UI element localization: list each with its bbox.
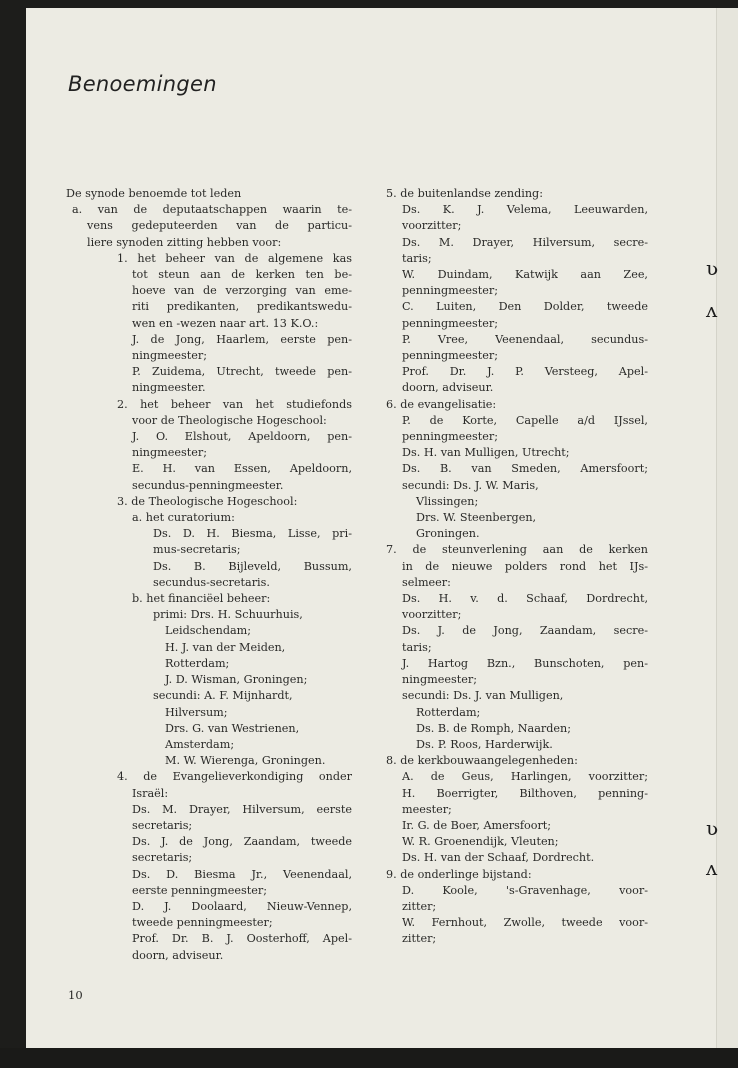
page-title: Benoemingen xyxy=(68,72,217,96)
text-line: Ds. K. J. Velema, Leeuwarden, xyxy=(402,203,648,217)
text-line: in de nieuwe polders rond het IJs- xyxy=(402,559,648,573)
text-line: Ds. P. Roos, Harderwijk. xyxy=(416,737,553,751)
text-line: ningmeester; xyxy=(132,446,207,460)
text-line: wen en -wezen naar art. 13 K.O.: xyxy=(132,316,319,330)
text-line: D. J. Doolaard, Nieuw-Vennep, xyxy=(132,899,352,913)
text-line: a. het curatorium: xyxy=(132,511,235,525)
right-column xyxy=(386,186,648,948)
text-line: Hilversum; xyxy=(165,705,228,719)
text-line: Israël: xyxy=(132,786,169,800)
next-page-edge xyxy=(716,8,738,1048)
text-line: P. de Korte, Capelle a/d IJssel, xyxy=(402,413,648,427)
text-line: W. R. Groenendijk, Vleuten; xyxy=(402,835,559,849)
text-line: De synode benoemde tot leden xyxy=(66,187,242,200)
text-line: C. Luiten, Den Dolder, tweede xyxy=(402,300,648,314)
binding-mark: ʋ xyxy=(706,256,719,280)
text-line: secundus-penningmeester. xyxy=(132,478,284,492)
text-line: primi: Drs. H. Schuurhuis, xyxy=(153,608,303,622)
text-line: Rotterdam; xyxy=(416,705,481,719)
text-line: D. Koole, 's-Gravenhage, voor- xyxy=(402,883,648,897)
text-line: Ds. D. H. Biesma, Lisse, pri- xyxy=(153,527,352,541)
text-line: J. O. Elshout, Apeldoorn, pen- xyxy=(132,430,352,444)
text-line: Ds. D. Biesma Jr., Veenendaal, xyxy=(132,867,352,881)
text-line: zitter; xyxy=(402,932,437,946)
binding-mark: ʌ xyxy=(706,298,718,322)
text-line: penningmeester; xyxy=(402,316,498,330)
text-line: penningmeester; xyxy=(402,430,498,444)
text-line: Ds. J. de Jong, Zaandam, tweede xyxy=(132,835,352,849)
text-line: Leidschendam; xyxy=(165,624,252,638)
text-line: secretaris; xyxy=(132,851,193,865)
text-line: 6. de evangelisatie: xyxy=(386,397,497,411)
page-number: 10 xyxy=(68,988,83,1002)
text-line: eerste penningmeester; xyxy=(132,883,267,897)
text-line: Ir. G. de Boer, Amersfoort; xyxy=(402,818,552,832)
text-line: 3. de Theologische Hogeschool: xyxy=(117,494,298,508)
text-line: Drs. G. van Westrienen, xyxy=(165,721,300,735)
text-line: ningmeester. xyxy=(132,381,206,395)
text-line: J. de Jong, Haarlem, eerste pen- xyxy=(132,332,352,346)
text-line: Vlissingen; xyxy=(416,494,479,508)
text-line: doorn, adviseur. xyxy=(132,948,224,962)
text-line: secretaris; xyxy=(132,818,193,832)
text-line: 7. de steunverlening aan de kerken xyxy=(386,543,648,557)
text-line: secundus-secretaris. xyxy=(153,575,270,589)
text-line: secundi: A. F. Mijnhardt, xyxy=(153,689,293,703)
text-line: W. Fernhout, Zwolle, tweede voor- xyxy=(402,916,648,930)
text-line: secundi: Ds. J. van Mulligen, xyxy=(402,689,564,703)
text-line: voorzitter; xyxy=(402,219,462,233)
text-line: Ds. H. van Mulligen, Utrecht; xyxy=(402,446,570,460)
text-line: riti predikanten, predikantswedu- xyxy=(132,300,352,314)
text-line: 1. het beheer van de algemene kas xyxy=(117,251,352,265)
text-line: tweede penningmeester; xyxy=(132,916,273,930)
text-line: selmeer: xyxy=(402,575,451,589)
text-line: ningmeester; xyxy=(402,673,477,687)
text-line: M. W. Wierenga, Groningen. xyxy=(165,754,326,768)
text-line: Ds. H. v. d. Schaaf, Dordrecht, xyxy=(402,592,648,606)
binding-mark: ʌ xyxy=(706,856,718,880)
text-line: taris; xyxy=(402,251,432,265)
text-line: liere synoden zitting hebben voor: xyxy=(87,235,282,249)
text-line: meester; xyxy=(402,802,452,816)
text-line: Ds. J. de Jong, Zaandam, secre- xyxy=(402,624,648,638)
text-line: A. de Geus, Harlingen, voorzitter; xyxy=(402,770,648,784)
text-line: 4. de Evangelieverkondiging onder xyxy=(117,770,352,784)
left-column xyxy=(66,186,352,964)
text-line: Ds. H. van der Schaaf, Dordrecht. xyxy=(402,851,595,865)
text-line: hoeve van de verzorging van eme- xyxy=(132,284,352,298)
text-line: H. Boerrigter, Bilthoven, penning- xyxy=(402,786,648,800)
text-line: J. D. Wisman, Groningen; xyxy=(165,673,308,687)
scan-border xyxy=(0,1048,738,1068)
text-line: Ds. B. Bijleveld, Bussum, xyxy=(153,559,352,573)
text-line: Groningen. xyxy=(416,527,480,541)
text-line: penningmeester; xyxy=(402,349,498,363)
text-line: 9. de onderlinge bijstand: xyxy=(386,867,532,881)
text-line: vens gedeputeerden van de particu- xyxy=(87,219,352,233)
text-line: 2. het beheer van het studiefonds xyxy=(117,397,352,411)
text-line: P. Zuidema, Utrecht, tweede pen- xyxy=(132,365,352,379)
text-line: voorzitter; xyxy=(402,608,462,622)
text-line: secundi: Ds. J. W. Maris, xyxy=(402,478,539,492)
text-line: mus-secretaris; xyxy=(153,543,241,557)
text-line: W. Duindam, Katwijk aan Zee, xyxy=(402,268,648,282)
text-line: penningmeester; xyxy=(402,284,498,298)
text-line: zitter; xyxy=(402,899,437,913)
text-line: P. Vree, Veenendaal, secundus- xyxy=(402,332,648,346)
text-line: Ds. B. van Smeden, Amersfoort; xyxy=(402,462,648,476)
text-line: b. het financiëel beheer: xyxy=(132,592,271,606)
text-line: J. Hartog Bzn., Bunschoten, pen- xyxy=(402,656,648,670)
text-line: a. van de deputaatschappen waarin te- xyxy=(72,203,352,217)
text-line: Prof. Dr. J. P. Versteeg, Apel- xyxy=(402,365,648,379)
text-line: Ds. M. Drayer, Hilversum, eerste xyxy=(132,802,352,816)
text-line: ningmeester; xyxy=(132,349,207,363)
text-line: 8. de kerkbouwaangelegenheden: xyxy=(386,754,578,768)
text-line: Amsterdam; xyxy=(165,737,235,751)
text-line: Rotterdam; xyxy=(165,656,230,670)
text-line: Ds. M. Drayer, Hilversum, secre- xyxy=(402,235,648,249)
text-line: Ds. B. de Romph, Naarden; xyxy=(416,721,571,735)
text-line: tot steun aan de kerken ten be- xyxy=(132,268,352,282)
text-line: voor de Theologische Hogeschool: xyxy=(132,413,327,427)
text-line: doorn, adviseur. xyxy=(402,381,494,395)
text-line: E. H. van Essen, Apeldoorn, xyxy=(132,462,352,476)
text-line: taris; xyxy=(402,640,432,654)
text-line: Drs. W. Steenbergen, xyxy=(416,511,537,525)
text-line: Prof. Dr. B. J. Oosterhoff, Apel- xyxy=(132,932,352,946)
text-line: H. J. van der Meiden, xyxy=(165,640,286,654)
binding-mark: ʋ xyxy=(706,816,719,840)
text-line: 5. de buitenlandse zending: xyxy=(386,187,543,200)
